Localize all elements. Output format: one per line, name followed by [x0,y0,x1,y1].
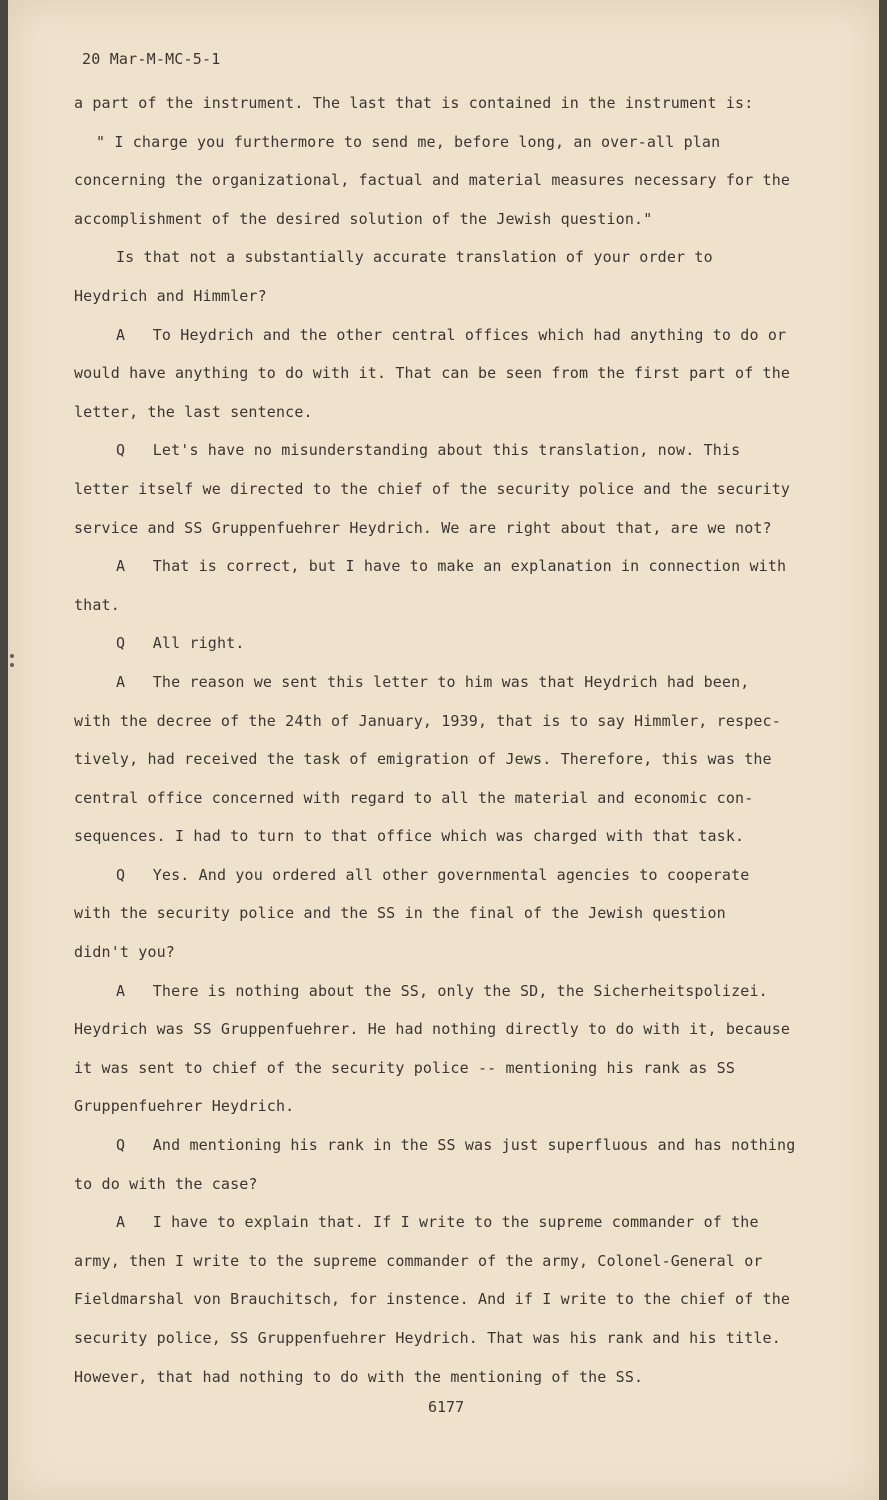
transcript-line: Is that not a substantially accurate translation of your order to [116,248,713,267]
transcript-line: letter, the last sentence. [74,402,313,421]
transcript-line: " I charge you furthermore to send me, before long, an over-all plan [96,132,721,151]
page-number: 6177 [428,1398,465,1416]
transcript-line: A That is correct, but I have to make an explanation in connection with [116,557,787,576]
transcript-line: Gruppenfuehrer Heydrich. [74,1097,295,1116]
transcript-line: sequences. I had to turn to that office which was charged with that task. [74,827,745,846]
document-reference: 20 Mar-M-MC-5-1 [82,50,221,68]
transcript-line: A The reason we sent this letter to him was that Heydrich had been, [116,672,750,691]
transcript-line: didn't you? [74,943,175,962]
transcript-line: accomplishment of the desired solution of the Jewish question." [74,209,653,228]
binding-hole-mark [10,654,14,668]
transcript-line: Q All right. [116,634,245,653]
transcript-line: Q Let's have no misunderstanding about this translation, now. This [116,441,741,460]
transcript-line: it was sent to chief of the security police -- mentioning his rank as SS [74,1058,736,1077]
transcript-line: a part of the instrument. The last that is contained in the instrument is: [74,94,754,112]
transcript-body [74,84,844,1396]
transcript-line: Heydrich and Himmler? [74,286,267,305]
transcript-line: would have anything to do with it. That can be seen from the first part of the [74,364,791,383]
transcript-line: concerning the organizational, factual and material measures necessary for the [74,171,791,190]
transcript-line: that. [74,595,120,614]
transcript-line: central office concerned with regard to all the material and economic con- [74,788,754,807]
transcript-line: to do with the case? [74,1174,258,1193]
transcript-line: Q And mentioning his rank in the SS was just superfluous and has nothing [116,1136,796,1155]
transcript-line: security police, SS Gruppenfuehrer Heydrich. That was his rank and his title. [74,1329,781,1347]
transcript-line: Q Yes. And you ordered all other governmental agencies to cooperate [116,865,750,884]
transcript-line: army, then I write to the supreme commander of the army, Colonel-General or [74,1251,763,1270]
transcript-line: letter itself we directed to the chief of the security police and the security [74,479,791,498]
transcript-line: with the security police and the SS in the final of the Jewish question [74,904,726,923]
document-page [8,0,879,1500]
transcript-line: with the decree of the 24th of January, 1939, that is to say Himmler, respec- [74,711,781,730]
transcript-line: A There is nothing about the SS, only the SD, the Sicherheitspolizei. [116,981,768,1000]
transcript-line: A I have to explain that. If I write to the supreme commander of the [116,1213,759,1232]
transcript-line: A To Heydrich and the other central offices which had anything to do or [116,325,787,344]
transcript-line: Heydrich was SS Gruppenfuehrer. He had nothing directly to do with it, because [74,1020,791,1039]
transcript-line: However, that had nothing to do with the mentioning of the SS. [74,1367,644,1386]
transcript-line: service and SS Gruppenfuehrer Heydrich. We are right about that, are we not? [74,518,772,537]
transcript-line: Fieldmarshal von Brauchitsch, for instence. And if I write to the chief of the [74,1290,791,1309]
transcript-line: tively, had received the task of emigration of Jews. Therefore, this was the [74,750,772,769]
